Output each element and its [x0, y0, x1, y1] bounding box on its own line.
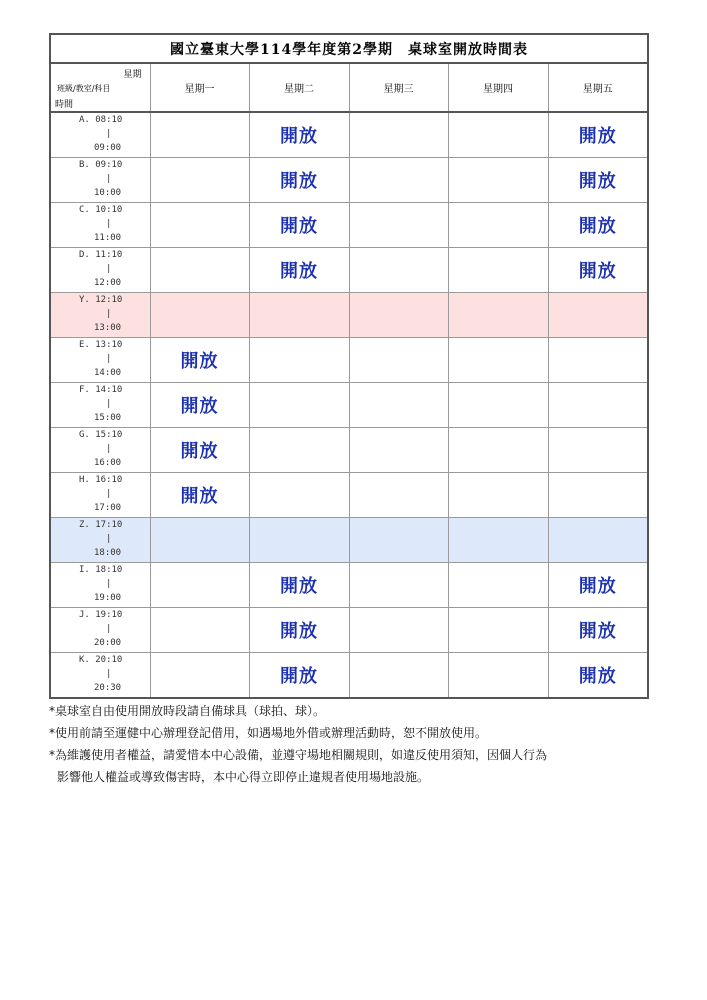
schedule-cell	[349, 293, 448, 338]
open-label: 開放	[578, 216, 617, 237]
time-slot-end: 14:00	[94, 368, 122, 378]
day-header-wed: 星期三	[349, 63, 448, 112]
time-slot-cell	[50, 518, 150, 563]
schedule-cell	[548, 248, 648, 293]
time-slot-code: Z. 17:10	[79, 520, 123, 530]
open-label: 開放	[180, 351, 219, 372]
schedule-cell	[150, 653, 249, 699]
schedule-cell	[150, 112, 249, 158]
time-slot-cell	[50, 293, 150, 338]
time-slot-cell	[50, 158, 150, 203]
time-slot-end: 20:00	[94, 638, 122, 648]
time-slot-cell	[50, 248, 150, 293]
time-slot-code: Y. 12:10	[79, 295, 123, 305]
open-label: 開放	[280, 576, 318, 597]
open-label: 開放	[578, 576, 617, 597]
open-label: 開放	[280, 216, 318, 237]
open-label: 開放	[180, 441, 219, 462]
schedule-cell	[448, 293, 548, 338]
schedule-cell	[249, 518, 349, 563]
time-slot-code: I. 18:10	[79, 565, 123, 575]
schedule-cell	[249, 248, 349, 293]
schedule-cell	[349, 473, 448, 518]
schedule-cell	[448, 428, 548, 473]
schedule-cell	[448, 653, 548, 699]
time-slot-cell	[50, 338, 150, 383]
open-label: 開放	[180, 486, 219, 507]
time-slot-cell	[50, 473, 150, 518]
time-slot-end: 09:00	[94, 143, 122, 153]
open-label: 開放	[280, 261, 318, 282]
slot-row	[50, 293, 648, 338]
schedule-cell	[349, 653, 448, 699]
schedule-cell	[548, 473, 648, 518]
schedule-cell	[150, 428, 249, 473]
schedule-cell	[349, 338, 448, 383]
schedule-cell	[150, 338, 249, 383]
slot-row	[50, 112, 648, 158]
schedule-cell	[249, 203, 349, 248]
schedule-cell	[349, 563, 448, 608]
time-slot-sep: |	[106, 174, 112, 184]
schedule-cell	[448, 338, 548, 383]
schedule-cell	[548, 428, 648, 473]
open-label: 開放	[280, 126, 318, 147]
open-label: 開放	[280, 666, 318, 687]
schedule-cell	[548, 563, 648, 608]
time-slot-end: 12:00	[94, 278, 122, 288]
slot-row	[50, 473, 648, 518]
page-title: 國立臺東大學114學年度第2學期 桌球室開放時間表	[50, 34, 648, 63]
schedule-cell	[249, 338, 349, 383]
time-slot-end: 13:00	[94, 323, 122, 333]
time-slot-sep: |	[106, 129, 112, 139]
time-slot-cell	[50, 428, 150, 473]
notes-section	[49, 700, 659, 788]
time-slot-cell	[50, 112, 150, 158]
corner-time-label: 時間	[55, 100, 74, 110]
time-slot-code: J. 19:10	[79, 610, 123, 620]
time-slot-end: 17:00	[94, 503, 122, 513]
time-slot-code: G. 15:10	[79, 430, 123, 440]
open-label: 開放	[280, 621, 318, 642]
open-label: 開放	[578, 261, 617, 282]
schedule-cell	[448, 608, 548, 653]
time-slot-cell	[50, 203, 150, 248]
schedule-cell	[548, 203, 648, 248]
time-slot-sep: |	[106, 624, 112, 634]
time-slot-sep: |	[106, 534, 112, 544]
time-slot-code: F. 14:10	[79, 385, 123, 395]
schedule-cell	[548, 653, 648, 699]
schedule-cell	[249, 653, 349, 699]
time-slot-end: 16:00	[94, 458, 122, 468]
schedule-cell	[249, 112, 349, 158]
time-slot-sep: |	[106, 219, 112, 229]
schedule-cell	[150, 293, 249, 338]
schedule-cell	[249, 383, 349, 428]
schedule-cell	[548, 338, 648, 383]
schedule-cell	[349, 158, 448, 203]
open-label: 開放	[578, 171, 617, 192]
schedule-cell	[249, 428, 349, 473]
time-slot-sep: |	[106, 444, 112, 454]
schedule-cell	[349, 203, 448, 248]
schedule-cell	[548, 518, 648, 563]
time-slot-sep: |	[106, 399, 112, 409]
schedule-cell	[150, 563, 249, 608]
time-slot-cell	[50, 608, 150, 653]
schedule-cell	[448, 563, 548, 608]
schedule-cell	[448, 158, 548, 203]
schedule-cell	[349, 383, 448, 428]
slot-row	[50, 518, 648, 563]
schedule-cell	[150, 608, 249, 653]
schedule-cell	[150, 248, 249, 293]
slot-row	[50, 158, 648, 203]
slot-row	[50, 608, 648, 653]
time-slot-code: C. 10:10	[79, 205, 123, 215]
schedule-cell	[548, 293, 648, 338]
schedule-cell	[548, 158, 648, 203]
corner-class-label: 班級/教室/科目	[57, 84, 111, 93]
schedule-cell	[150, 518, 249, 563]
time-slot-code: B. 09:10	[79, 160, 123, 170]
day-header-thu: 星期四	[448, 63, 548, 112]
day-header-mon: 星期一	[150, 63, 249, 112]
note-line: *使用前請至運健中心辦理登記借用，如遇場地外借或辦理活動時，恕不開放使用。	[49, 726, 488, 740]
slot-row	[50, 383, 648, 428]
slot-row	[50, 563, 648, 608]
schedule-cell	[150, 383, 249, 428]
schedule-cell	[349, 112, 448, 158]
schedule-cell	[448, 383, 548, 428]
slot-row	[50, 428, 648, 473]
schedule-cell	[349, 608, 448, 653]
time-slot-cell	[50, 653, 150, 699]
time-slot-sep: |	[106, 309, 112, 319]
open-label: 開放	[180, 396, 219, 417]
schedule-cell	[448, 112, 548, 158]
schedule-cell	[448, 203, 548, 248]
slot-rows	[50, 112, 648, 698]
time-slot-cell	[50, 563, 150, 608]
time-slot-sep: |	[106, 669, 112, 679]
time-slot-sep: |	[106, 354, 112, 364]
open-label: 開放	[578, 126, 617, 147]
time-slot-sep: |	[106, 579, 112, 589]
schedule-cell	[448, 248, 548, 293]
time-slot-end: 20:30	[94, 683, 122, 693]
schedule-table	[49, 33, 649, 699]
time-slot-end: 18:00	[94, 548, 122, 558]
schedule-cell	[150, 158, 249, 203]
open-label: 開放	[280, 171, 318, 192]
time-slot-end: 11:00	[94, 233, 122, 243]
corner-header-cell	[50, 63, 150, 112]
schedule-cell	[349, 248, 448, 293]
schedule-cell	[249, 293, 349, 338]
slot-row	[50, 653, 648, 699]
time-slot-sep: |	[106, 489, 112, 499]
time-slot-cell	[50, 383, 150, 428]
time-slot-code: D. 11:10	[79, 250, 123, 260]
schedule-cell	[249, 563, 349, 608]
slot-row	[50, 248, 648, 293]
schedule-cell	[150, 473, 249, 518]
schedule-cell	[448, 473, 548, 518]
schedule-cell	[448, 518, 548, 563]
note-line: 影響他人權益或導致傷害時，本中心得立即停止違規者使用場地設施。	[57, 770, 430, 784]
schedule-cell	[548, 112, 648, 158]
time-slot-code: A. 08:10	[79, 115, 123, 125]
schedule-cell	[349, 428, 448, 473]
time-slot-end: 19:00	[94, 593, 122, 603]
slot-row	[50, 203, 648, 248]
open-label: 開放	[578, 666, 617, 687]
open-label: 開放	[578, 621, 617, 642]
schedule-cell	[548, 383, 648, 428]
time-slot-code: E. 13:10	[79, 340, 123, 350]
schedule-cell	[249, 158, 349, 203]
time-slot-code: K. 20:10	[79, 655, 123, 665]
schedule-cell	[249, 473, 349, 518]
day-header-fri: 星期五	[548, 63, 648, 112]
time-slot-end: 15:00	[94, 413, 122, 423]
schedule-cell	[150, 203, 249, 248]
schedule-cell	[249, 608, 349, 653]
note-line: *為維護使用者權益，請愛惜本中心設備，並遵守場地相關規則，如違反使用須知，因個人行為	[49, 748, 548, 762]
day-header-tue: 星期二	[249, 63, 349, 112]
schedule-cell	[548, 608, 648, 653]
note-line: *桌球室自由使用開放時段請自備球具（球拍、球）。	[49, 704, 326, 718]
time-slot-end: 10:00	[94, 188, 122, 198]
header-row	[50, 63, 648, 112]
schedule-cell	[349, 518, 448, 563]
corner-weekday-label: 星期	[123, 70, 142, 80]
slot-row	[50, 338, 648, 383]
time-slot-sep: |	[106, 264, 112, 274]
time-slot-code: H. 16:10	[79, 475, 123, 485]
